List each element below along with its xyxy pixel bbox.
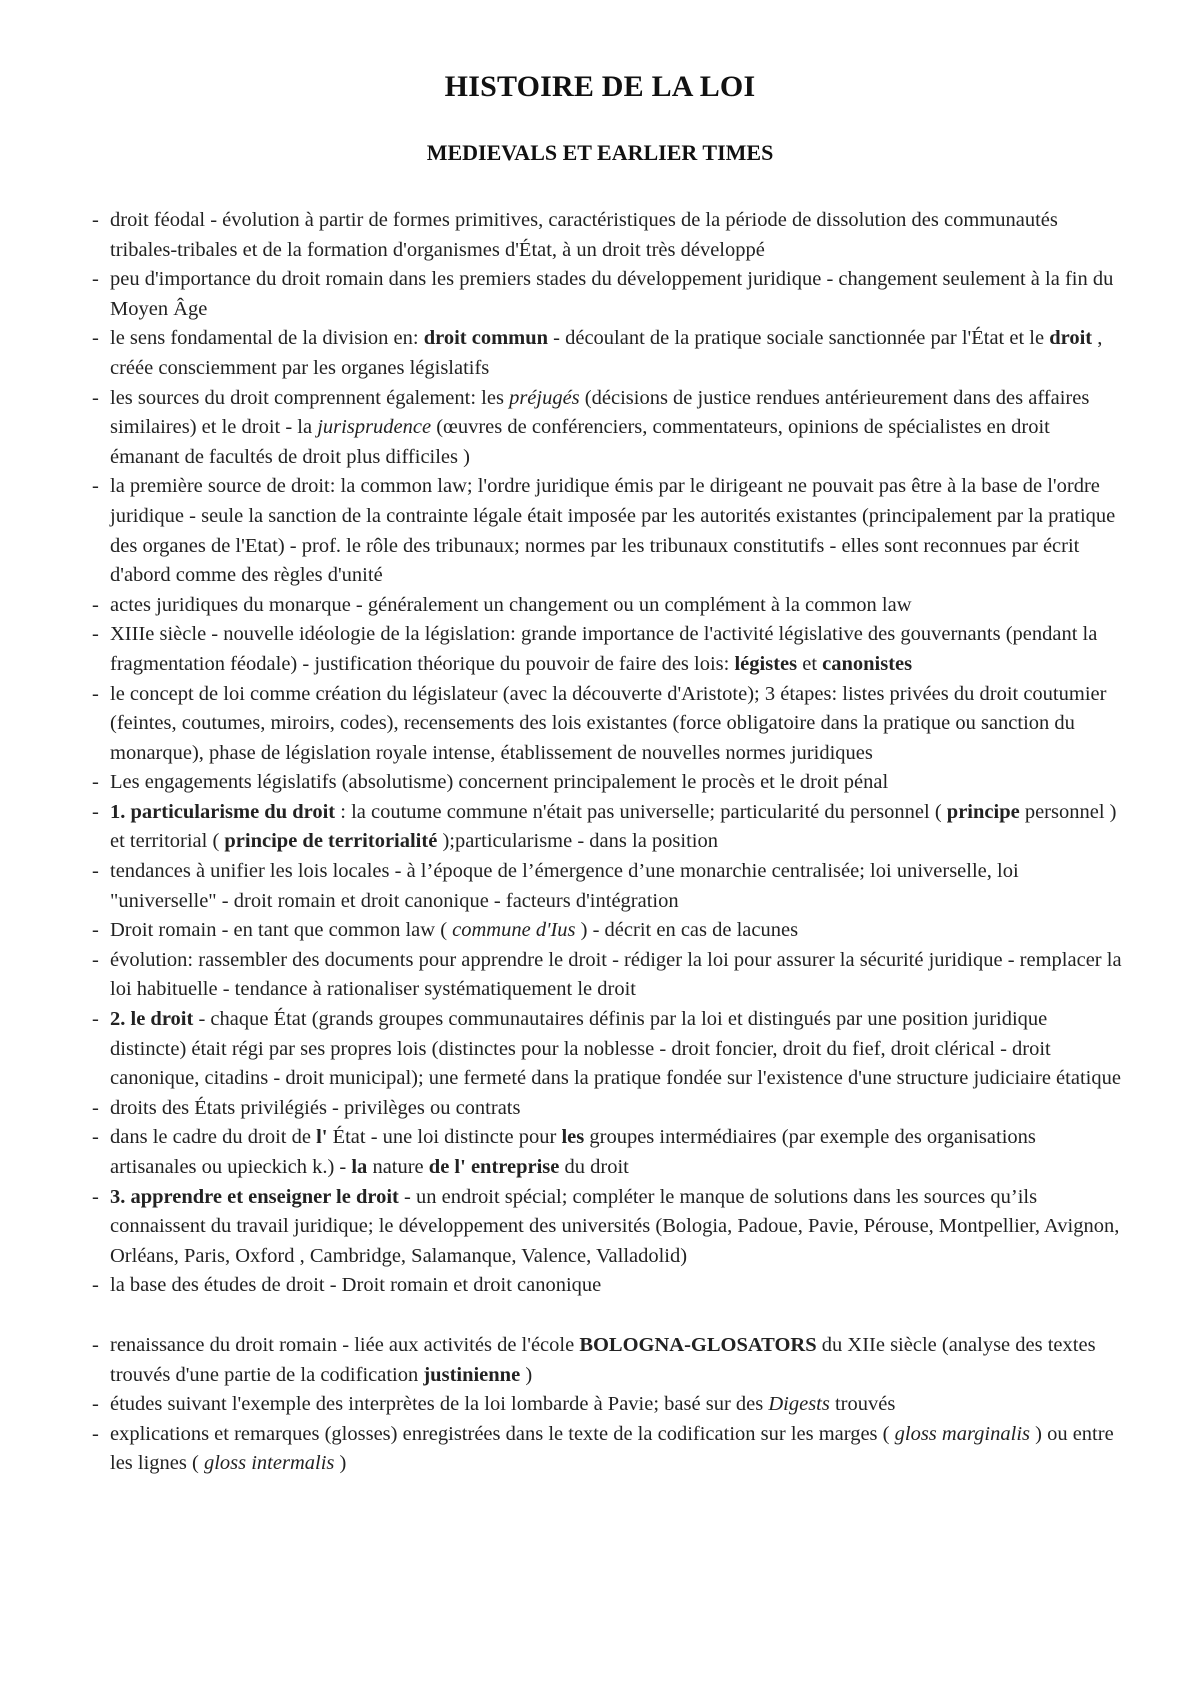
text-segment: actes juridiques du monarque - généralement un changement ou un complément à la common law bbox=[110, 593, 912, 616]
text-segment: peu d'importance du droit romain dans les premiers stades du développement juridique - changement seulement à la fin du Moyen Âge bbox=[110, 268, 1114, 320]
text-segment: ) - décrit en cas de lacunes bbox=[575, 919, 799, 942]
bold-text: canonistes bbox=[822, 652, 913, 675]
italic-text: gloss marginalis bbox=[894, 1422, 1030, 1445]
text-segment: - chaque État (grands groupes communautaires définis par la loi et distingués par une position juridique distincte) était régi par ses propres lois (distinctes pour la noblesse - droit foncier, droit du fief, droit clérical - droit canonique, citadins - droit municipal); une fermeté dans la pratique fondée sur l'existence d'une structure judiciaire étatique bbox=[110, 1008, 1121, 1090]
text-segment: droits des États privilégiés - privilèges ou contrats bbox=[110, 1096, 521, 1119]
italic-text: jurisprudence bbox=[317, 416, 432, 439]
list-item bbox=[92, 324, 1122, 383]
bold-text: les bbox=[561, 1126, 585, 1149]
list-item bbox=[92, 857, 1122, 916]
spacer bbox=[92, 1301, 1122, 1331]
list-item bbox=[92, 1331, 1122, 1390]
list-item bbox=[92, 1420, 1122, 1479]
text-segment: du XIIe siècle (analyse des textes trouvés d'une partie de la codification bbox=[110, 1333, 1096, 1386]
list-item bbox=[92, 1390, 1122, 1420]
bold-text: la bbox=[351, 1156, 368, 1178]
text-segment: groupes intermédiaires (par exemple des organisations artisanales ou upieckich k.) - bbox=[110, 1126, 1036, 1178]
text-segment: - un endroit spécial; compléter le manque de solutions dans les sources qu’ils connaissent du travail juridique; le développement des universités (Bologia, Padoue, Pavie, Pérouse, Montpellier, Avignon, Orléans, Paris, Oxford , Cambridge, Salamanque, Valence, Valladolid) bbox=[110, 1185, 1120, 1267]
text-segment: nature bbox=[367, 1156, 429, 1178]
list-item bbox=[92, 916, 1122, 946]
list-item bbox=[92, 1123, 1122, 1182]
text-segment: , créée consciemment par les organes législatifs bbox=[110, 327, 1103, 379]
bold-text: légistes bbox=[734, 652, 798, 675]
text-segment: XIIIe siècle - nouvelle idéologie de la législation: grande importance de l'activité législative des gouvernants (pendant la fragmentation féodale) - justification théorique du pouvoir de faire des lois: bbox=[110, 623, 1098, 675]
bold-text: 2. le droit bbox=[110, 1008, 194, 1031]
text-segment: ) bbox=[520, 1363, 533, 1386]
bold-text: de l' entreprise bbox=[428, 1156, 560, 1178]
text-segment: et bbox=[797, 652, 823, 675]
bold-text: principe bbox=[946, 800, 1020, 823]
text-segment: le concept de loi comme création du législateur (avec la découverte d'Aristote); 3 étapes: listes privées du droit coutumier (feintes, coutumes, miroirs, codes), recensements des lois existantes (force obligatoire dans la pratique ou sanction du monarque), phase de législation royale intense, établissement de nouvelles normes juridiques bbox=[110, 682, 1107, 764]
document-title: HISTOIRE DE LA LOI bbox=[444, 70, 756, 103]
list-item bbox=[92, 206, 1122, 265]
text-segment: ) bbox=[334, 1452, 347, 1475]
text-segment: État - une loi distincte pour bbox=[327, 1126, 562, 1149]
list-item bbox=[92, 384, 1122, 473]
list-item bbox=[92, 768, 1122, 798]
list-item bbox=[92, 1183, 1122, 1272]
list-item bbox=[92, 591, 1122, 621]
text-segment: ) ou entre les lignes ( bbox=[110, 1422, 1114, 1475]
text-segment: évolution: rassembler des documents pour apprendre le droit - rédiger la loi pour assurer la sécurité juridique - remplacer la loi habituelle - tendance à rationaliser systématiquement le droit bbox=[110, 948, 1122, 1001]
bold-text: justinienne bbox=[423, 1363, 521, 1386]
text-segment: le sens fondamental de la division en: bbox=[110, 327, 424, 350]
text-segment: - découlant de la pratique sociale sanctionnée par l'État et le bbox=[548, 327, 1050, 350]
text-segment: renaissance du droit romain - liée aux activités de l'école bbox=[110, 1333, 580, 1356]
text-segment: les sources du droit comprennent également: les bbox=[110, 386, 510, 409]
text-segment: du droit bbox=[559, 1156, 629, 1178]
italic-text: commune d'Ius bbox=[452, 919, 576, 942]
text-segment: personnel ) et territorial ( bbox=[110, 800, 1117, 853]
italic-text: préjugés bbox=[509, 386, 580, 409]
bold-text: l' bbox=[316, 1126, 328, 1149]
text-segment: tendances à unifier les lois locales - à l’époque de l’émergence d’une monarchie centralisée; loi universelle, loi "universelle" - droit romain et droit canonique - facteurs d'intégration bbox=[110, 860, 1019, 912]
text-segment: (décisions de justice rendues antérieurement dans des affaires similaires) et le droit - la bbox=[110, 386, 1090, 439]
text-segment: dans le cadre du droit de bbox=[110, 1126, 317, 1149]
bullet-list bbox=[92, 206, 1122, 1479]
text-segment: études suivant l'exemple des interprètes de la loi lombarde à Pavie; basé sur des bbox=[110, 1393, 769, 1416]
text-segment: );particularisme - dans la position bbox=[437, 830, 718, 853]
list-item bbox=[92, 1005, 1122, 1094]
text-segment: (œuvres de conférenciers, commentateurs, opinions de spécialistes en droit émanant de facultés de droit plus difficiles ) bbox=[110, 416, 1050, 468]
bold-text: droit commun bbox=[423, 327, 549, 350]
list-item bbox=[92, 472, 1122, 590]
text-segment: trouvés bbox=[829, 1393, 896, 1416]
list-item bbox=[92, 620, 1122, 679]
bold-text: 3. apprendre et enseigner le droit bbox=[110, 1185, 399, 1208]
list-item bbox=[92, 1094, 1122, 1124]
list-item bbox=[92, 1271, 1122, 1301]
italic-text: gloss intermalis bbox=[203, 1452, 335, 1475]
document-subtitle: MEDIEVALS ET EARLIER TIMES bbox=[426, 140, 774, 165]
text-segment: la base des études de droit - Droit romain et droit canonique bbox=[110, 1274, 602, 1297]
list-item bbox=[92, 798, 1122, 857]
text-segment: Droit romain - en tant que common law ( bbox=[110, 919, 453, 942]
text-segment: la première source de droit: la common law; l'ordre juridique émis par le dirigeant ne pouvait pas être à la base de l'ordre juridique - seule la sanction de la contrainte légale était imposée par les autorités existantes (principalement par la pratique des organes de l'Etat) - prof. le rôle des tribunaux; normes par les tribunaux constitutifs - elles sont reconnues par écrit d'abord comme des règles d'unité bbox=[110, 475, 1116, 587]
list-item bbox=[92, 946, 1122, 1005]
bold-text: droit bbox=[1049, 327, 1093, 350]
text-segment: explications et remarques (glosses) enregistrées dans le texte de la codification sur les marges ( bbox=[110, 1422, 895, 1445]
list-item bbox=[92, 680, 1122, 769]
italic-text: Digests bbox=[768, 1393, 830, 1416]
bold-text: BOLOGNA-GLOSATORS bbox=[579, 1333, 817, 1356]
bold-text: 1. particularisme du droit bbox=[110, 800, 336, 823]
list-item bbox=[92, 265, 1122, 324]
text-segment: : la coutume commune n'était pas universelle; particularité du personnel ( bbox=[335, 800, 947, 823]
text-segment: droit féodal - évolution à partir de formes primitives, caractéristiques de la période de dissolution des communautés tribales-tribales et de la formation d'organismes d'État, à un droit très développé bbox=[110, 209, 1058, 261]
bold-text: principe de territorialité bbox=[224, 830, 438, 853]
text-segment: Les engagements législatifs (absolutisme) concernent principalement le procès et le droit pénal bbox=[110, 771, 889, 794]
